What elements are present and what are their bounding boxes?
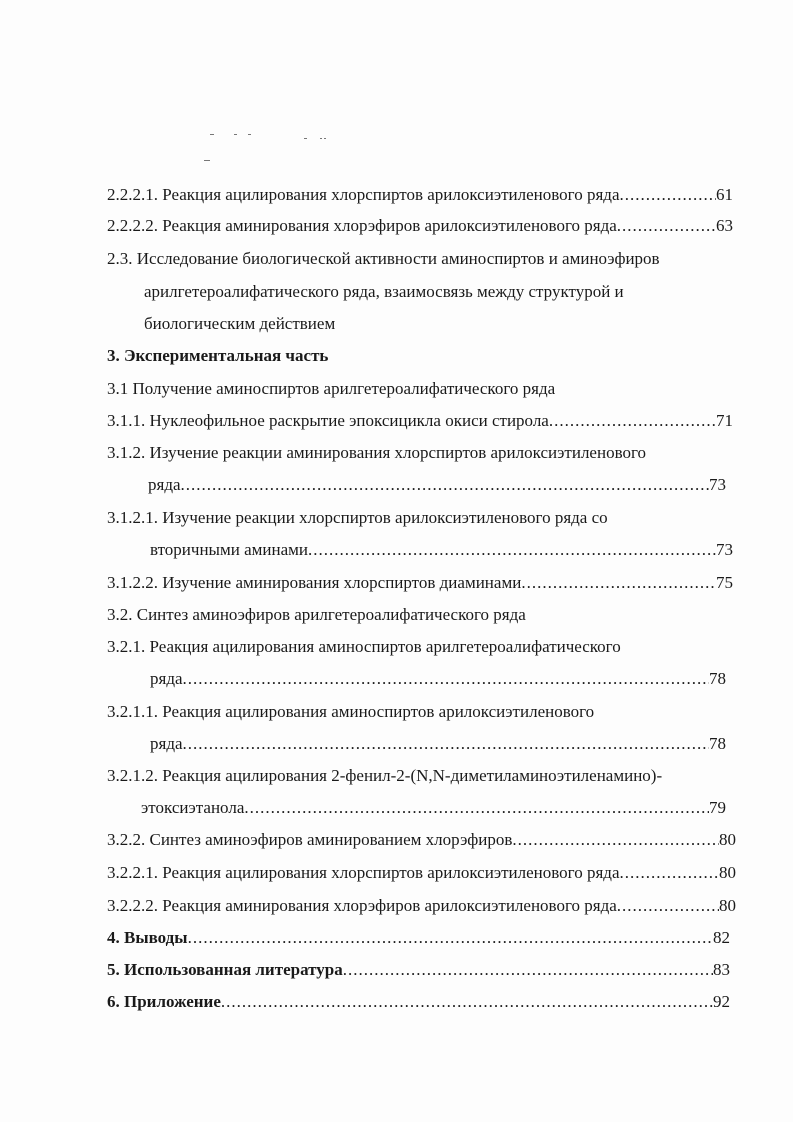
toc-entry-title: 5. Использованная литература xyxy=(107,960,343,979)
toc-entry-3-1: 3.1 Получение аминоспиртов арилгетероалифатического ряда xyxy=(107,379,556,398)
toc-entry-title: 3.2.2.1. Реакция ацилирования хлорспиртов арилоксиэтиленового ряда xyxy=(107,863,620,882)
toc-entry-page: 82 xyxy=(713,928,730,947)
toc-section-4 xyxy=(107,927,730,949)
toc-entry-3-1-1 xyxy=(107,410,733,432)
toc-entry-3-2-1-cont xyxy=(150,668,726,690)
toc-entry-3-1-2: 3.1.2. Изучение реакции аминирования хлорспиртов арилоксиэтиленового xyxy=(107,443,647,462)
toc-entry-3-2-1-1: 3.2.1.1. Реакция ацилирования аминоспиртов арилоксиэтиленового xyxy=(107,702,595,721)
toc-entry-3-2-2-2 xyxy=(107,895,736,917)
toc-entry-page: 80 xyxy=(719,863,736,882)
toc-entry-3-2-1-2-cont xyxy=(141,797,726,819)
dot-leader xyxy=(181,474,709,496)
toc-entry-page: 73 xyxy=(716,540,733,559)
toc-entry-page: 75 xyxy=(716,573,733,592)
toc-entry-title: 2.2.2.1. Реакция ацилирования хлорспиртов арилоксиэтиленового ряда xyxy=(107,185,620,204)
toc-entry-3-2-2-1 xyxy=(107,862,736,884)
dot-leader xyxy=(549,410,716,432)
toc-entry-3-1-2-2 xyxy=(107,572,733,594)
toc-entry-3-2-2 xyxy=(107,829,736,851)
toc-entry-title: ряда xyxy=(148,475,181,494)
toc-entry-page: 92 xyxy=(713,992,730,1011)
toc-entry-title: 2.2.2.2. Реакция аминирования хлорэфиров арилоксиэтиленового ряда xyxy=(107,216,617,235)
toc-entry-page: 78 xyxy=(709,669,726,688)
dot-leader xyxy=(620,184,717,206)
dot-leader xyxy=(308,539,716,561)
toc-section-3-heading: 3. Экспериментальная часть xyxy=(107,346,329,365)
dot-leader xyxy=(343,959,713,981)
dot-leader xyxy=(617,895,719,917)
toc-entry-2-2-2-1 xyxy=(107,184,733,206)
dot-leader xyxy=(620,862,720,884)
toc-entry-title: 4. Выводы xyxy=(107,928,188,947)
toc-section-5 xyxy=(107,959,730,981)
dot-leader xyxy=(512,829,719,851)
dot-leader xyxy=(221,991,713,1013)
toc-entry-page: 83 xyxy=(713,960,730,979)
toc-entry-page: 79 xyxy=(709,798,726,817)
toc-entry-title: 3.2.2. Синтез аминоэфиров аминированием хлорэфиров xyxy=(107,830,513,849)
dot-leader xyxy=(244,797,709,819)
toc-entry-3-2-1-1-cont xyxy=(150,733,726,755)
toc-entry-page: 61 xyxy=(716,185,733,204)
toc-entry-3-1-2-1: 3.1.2.1. Изучение реакции хлорспиртов арилоксиэтиленового ряда со xyxy=(107,508,608,527)
toc-entry-3-2-1-2: 3.2.1.2. Реакция ацилирования 2-фенил-2-(N,N-диметиламиноэтиленамино)- xyxy=(107,766,663,785)
toc-entry-title: вторичными аминами xyxy=(150,540,308,559)
toc-entry-2-3-cont1: арилгетероалифатического ряда, взаимосвязь между структурой и xyxy=(144,282,624,301)
toc-entry-3-1-2-1-cont xyxy=(150,539,733,561)
dot-leader xyxy=(183,733,709,755)
toc-section-6 xyxy=(107,991,730,1013)
toc-entry-title: 3.2.2.2. Реакция аминирования хлорэфиров арилоксиэтиленового ряда xyxy=(107,896,617,915)
toc-entry-page: 80 xyxy=(719,896,736,915)
toc-entry-page: 63 xyxy=(716,216,733,235)
toc-entry-3-1-2-cont xyxy=(148,474,726,496)
toc-entry-page: 80 xyxy=(719,830,736,849)
toc-entry-3-2-1: 3.2.1. Реакция ацилирования аминоспиртов арилгетероалифатического xyxy=(107,637,621,656)
toc-entry-title: 3.1.2.2. Изучение аминирования хлорспиртов диаминами xyxy=(107,573,522,592)
toc-entry-2-3-cont2: биологическим действием xyxy=(144,314,336,333)
dot-leader xyxy=(183,668,709,690)
toc-entry-title: 3.1.1. Нуклеофильное раскрытие эпоксицикла окиси стирола xyxy=(107,411,549,430)
dot-leader xyxy=(521,572,716,594)
toc-entry-title: ряда xyxy=(150,734,183,753)
dot-leader xyxy=(188,927,713,949)
toc-entry-2-2-2-2 xyxy=(107,215,733,237)
toc-entry-2-3: 2.3. Исследование биологической активности аминоспиртов и аминоэфиров xyxy=(107,249,660,268)
toc-entry-page: 78 xyxy=(709,734,726,753)
toc-entry-title: 6. Приложение xyxy=(107,992,221,1011)
toc-entry-page: 71 xyxy=(716,411,733,430)
toc-entry-title: этоксиэтанола xyxy=(141,798,245,817)
toc-entry-3-2: 3.2. Синтез аминоэфиров арилгетероалифатического ряда xyxy=(107,605,526,624)
dot-leader xyxy=(617,215,716,237)
toc-entry-page: 73 xyxy=(709,475,726,494)
toc-entry-title: ряда xyxy=(150,669,183,688)
